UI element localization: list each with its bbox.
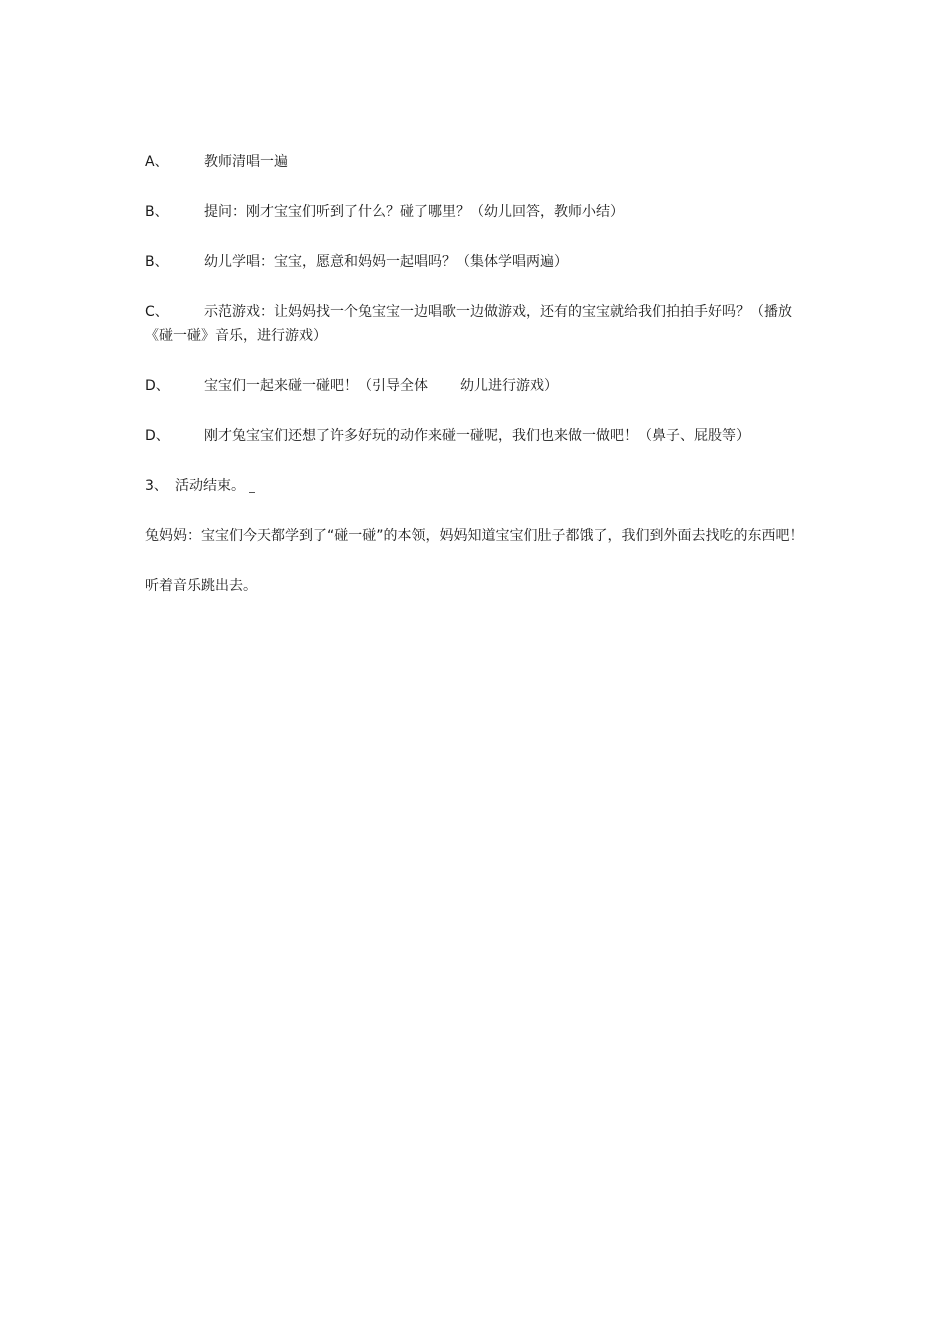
item-marker: C、 xyxy=(145,304,169,320)
item-marker: 3、 xyxy=(145,478,168,494)
closing-action: 听着音乐跳出去。 xyxy=(145,578,257,594)
item-marker: B、 xyxy=(145,254,169,270)
list-item xyxy=(145,250,810,274)
item-marker: D、 xyxy=(145,378,170,394)
item-marker: A、 xyxy=(145,154,169,170)
item-text: 提问：刚才宝宝们听到了什么？碰了哪里？（幼儿回答，教师小结） xyxy=(204,204,624,220)
text-cursor xyxy=(249,492,255,493)
item-text: 示范游戏：让妈妈找一个兔宝宝一边唱歌一边做游戏，还有的宝宝就给我们拍拍手好吗？（播放《碰一碰》音乐，进行游戏） xyxy=(145,304,792,344)
list-item xyxy=(145,200,810,224)
list-item xyxy=(145,374,810,398)
item-text: 幼儿学唱：宝宝，愿意和妈妈一起唱吗？（集体学唱两遍） xyxy=(204,254,568,270)
list-item xyxy=(145,300,810,348)
item-text: 教师清唱一遍 xyxy=(204,154,288,170)
closing-speech: 兔妈妈：宝宝们今天都学到了“碰一碰”的本领，妈妈知道宝宝们肚子都饿了，我们到外面去找吃的东西吧！ xyxy=(145,528,804,544)
list-item xyxy=(145,474,810,498)
item-text: 活动结束。 xyxy=(175,478,245,494)
list-item xyxy=(145,150,810,174)
item-marker: B、 xyxy=(145,204,169,220)
item-text: 刚才兔宝宝们还想了许多好玩的动作来碰一碰呢，我们也来做一做吧！（鼻子、屁股等） xyxy=(204,428,750,444)
item-text-part-b: 幼儿进行游戏） xyxy=(460,378,558,394)
item-marker: D、 xyxy=(145,428,170,444)
document-body xyxy=(145,150,810,624)
list-item xyxy=(145,424,810,448)
item-text-part-a: 宝宝们一起来碰一碰吧！（引导全体 xyxy=(204,378,428,394)
